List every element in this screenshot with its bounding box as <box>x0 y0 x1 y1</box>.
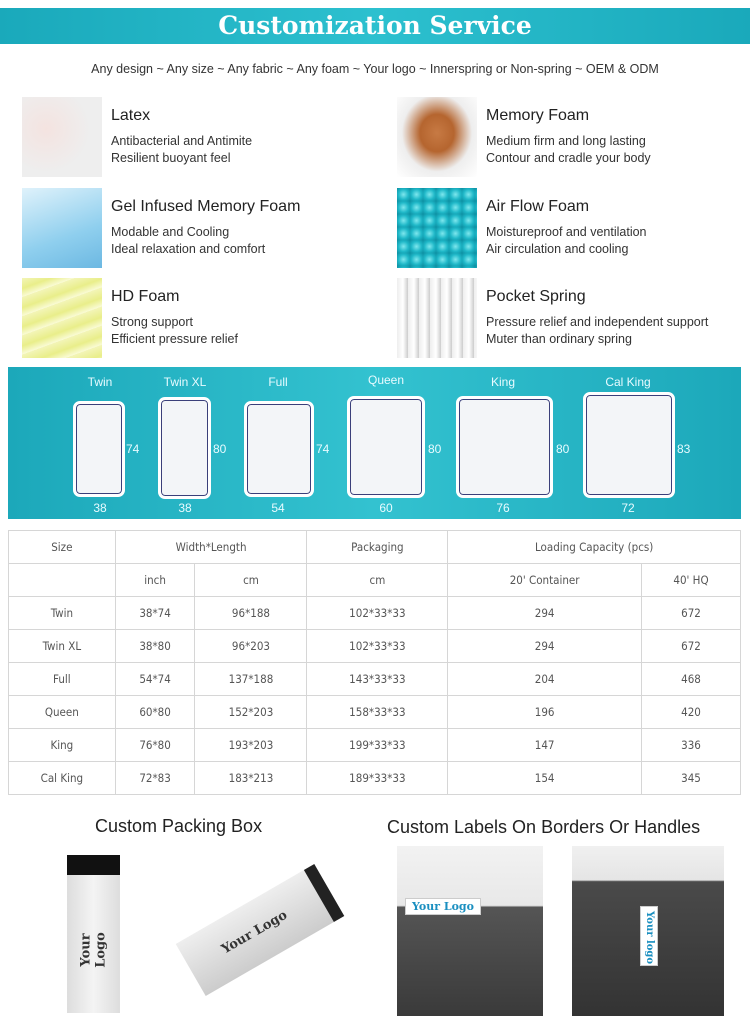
table-header-row: Size Width*Length Packaging Loading Capacity (pcs) <box>9 531 741 564</box>
size-name: Twin XL <box>163 375 207 389</box>
feature-desc: Modable and Cooling Ideal relaxation and comfort <box>111 225 266 256</box>
header-banner <box>0 8 750 44</box>
table-cell: 137*188 <box>195 663 307 696</box>
bed-cal-king <box>583 392 675 498</box>
size-length: 74 <box>126 442 140 456</box>
gel-foam-image <box>22 188 102 268</box>
table-cell: King <box>9 729 116 762</box>
table-cell: 294 <box>448 630 642 663</box>
table-row <box>9 729 741 762</box>
feature-title: Memory Foam <box>486 107 590 124</box>
feature-desc: Strong support Efficient pressure relief <box>111 315 238 346</box>
size-width: 60 <box>379 501 393 515</box>
feature-latex <box>22 97 372 177</box>
table-cell: 143*33*33 <box>307 663 448 696</box>
size-name: Queen <box>367 373 405 387</box>
feature-desc: Antibacterial and Antimite Resilient buoyant feel <box>111 134 253 165</box>
bed-queen <box>347 396 425 498</box>
feature-title: Gel Infused Memory Foam <box>111 198 301 215</box>
hd-foam-image <box>22 278 102 358</box>
packing-box-tilted: Your Logo <box>176 864 345 996</box>
table-cell: Queen <box>9 696 116 729</box>
latex-image <box>22 97 102 177</box>
size-length: 80 <box>213 442 227 456</box>
table-cell: Twin XL <box>9 630 116 663</box>
table-cell: Twin <box>9 597 116 630</box>
feature-title: Air Flow Foam <box>486 198 590 215</box>
table-cell: 147 <box>448 729 642 762</box>
size-name: Twin <box>87 375 113 389</box>
page-title: Customization Service <box>218 11 532 40</box>
feature-air-flow-foam <box>397 188 747 268</box>
table-cell: 204 <box>448 663 642 696</box>
table-cell: 96*188 <box>195 597 307 630</box>
size-width: 54 <box>271 501 285 515</box>
table-cell: 38*80 <box>115 630 195 663</box>
labels-title: Custom Labels On Borders Or Handles <box>387 817 701 837</box>
packing-box-title: Custom Packing Box <box>95 816 263 836</box>
table-cell: 345 <box>641 762 740 795</box>
feature-hd-foam <box>22 278 372 358</box>
table-cell: 468 <box>641 663 740 696</box>
size-name: Full <box>268 375 288 389</box>
table-cell: 152*203 <box>195 696 307 729</box>
table-cell: 154 <box>448 762 642 795</box>
subtitle: Any design ~ Any size ~ Any fabric ~ Any foam ~ Your logo ~ Innerspring or Non-spring ~ OEM & ODM <box>91 62 659 76</box>
table-cell: 672 <box>641 597 740 630</box>
size-width: 38 <box>178 501 192 515</box>
table-row <box>9 597 741 630</box>
feature-desc: Moistureproof and ventilation Air circulation and cooling <box>486 225 647 256</box>
table-cell: 54*74 <box>115 663 195 696</box>
size-diagram <box>8 367 741 519</box>
table-row <box>9 663 741 696</box>
table-cell: 193*203 <box>195 729 307 762</box>
feature-memory-foam <box>397 97 747 177</box>
bed-full <box>244 401 314 497</box>
size-length: 80 <box>428 442 442 456</box>
table-cell: Full <box>9 663 116 696</box>
feature-title: HD Foam <box>111 288 180 305</box>
bed-twin-xl <box>158 397 211 499</box>
table-cell: 294 <box>448 597 642 630</box>
air-flow-image <box>397 188 477 268</box>
feature-title: Latex <box>111 107 151 124</box>
size-length: 74 <box>316 442 330 456</box>
table-row <box>9 630 741 663</box>
table-cell: 38*74 <box>115 597 195 630</box>
table-cell: 199*33*33 <box>307 729 448 762</box>
feature-gel-foam <box>22 188 372 268</box>
size-table <box>8 530 741 795</box>
feature-desc: Pressure relief and independent support Muter than ordinary spring <box>486 315 709 346</box>
table-cell: 76*80 <box>115 729 195 762</box>
feature-title: Pocket Spring <box>486 288 586 305</box>
table-cell: 72*83 <box>115 762 195 795</box>
size-width: 72 <box>621 501 635 515</box>
table-row <box>9 762 741 795</box>
label-border-image: Your Logo <box>397 846 543 1016</box>
memory-foam-image <box>397 97 477 177</box>
feature-pocket-spring <box>397 278 747 358</box>
table-cell: 420 <box>641 696 740 729</box>
packing-box-upright: Your Logo <box>67 855 120 1013</box>
feature-desc: Medium firm and long lasting Contour and cradle your body <box>486 134 651 165</box>
table-cell: 336 <box>641 729 740 762</box>
table-cell: 196 <box>448 696 642 729</box>
label-handle-image: Your logo <box>572 846 724 1016</box>
table-cell: 158*33*33 <box>307 696 448 729</box>
table-cell: 672 <box>641 630 740 663</box>
table-cell: 102*33*33 <box>307 630 448 663</box>
size-width: 76 <box>496 501 510 515</box>
size-width: 38 <box>93 501 107 515</box>
table-cell: Cal King <box>9 762 116 795</box>
table-cell: 102*33*33 <box>307 597 448 630</box>
table-cell: 183*213 <box>195 762 307 795</box>
bed-king <box>456 396 553 498</box>
table-row <box>9 696 741 729</box>
pocket-spring-image <box>397 278 477 358</box>
table-cell: 96*203 <box>195 630 307 663</box>
bed-twin <box>73 401 125 497</box>
size-length: 80 <box>556 442 570 456</box>
size-name: Cal King <box>605 375 651 389</box>
size-length: 83 <box>677 442 691 456</box>
table-cell: 189*33*33 <box>307 762 448 795</box>
table-subheader-row: inch cm cm 20' Container 40' HQ <box>9 564 741 597</box>
size-name: King <box>490 375 516 389</box>
table-cell: 60*80 <box>115 696 195 729</box>
